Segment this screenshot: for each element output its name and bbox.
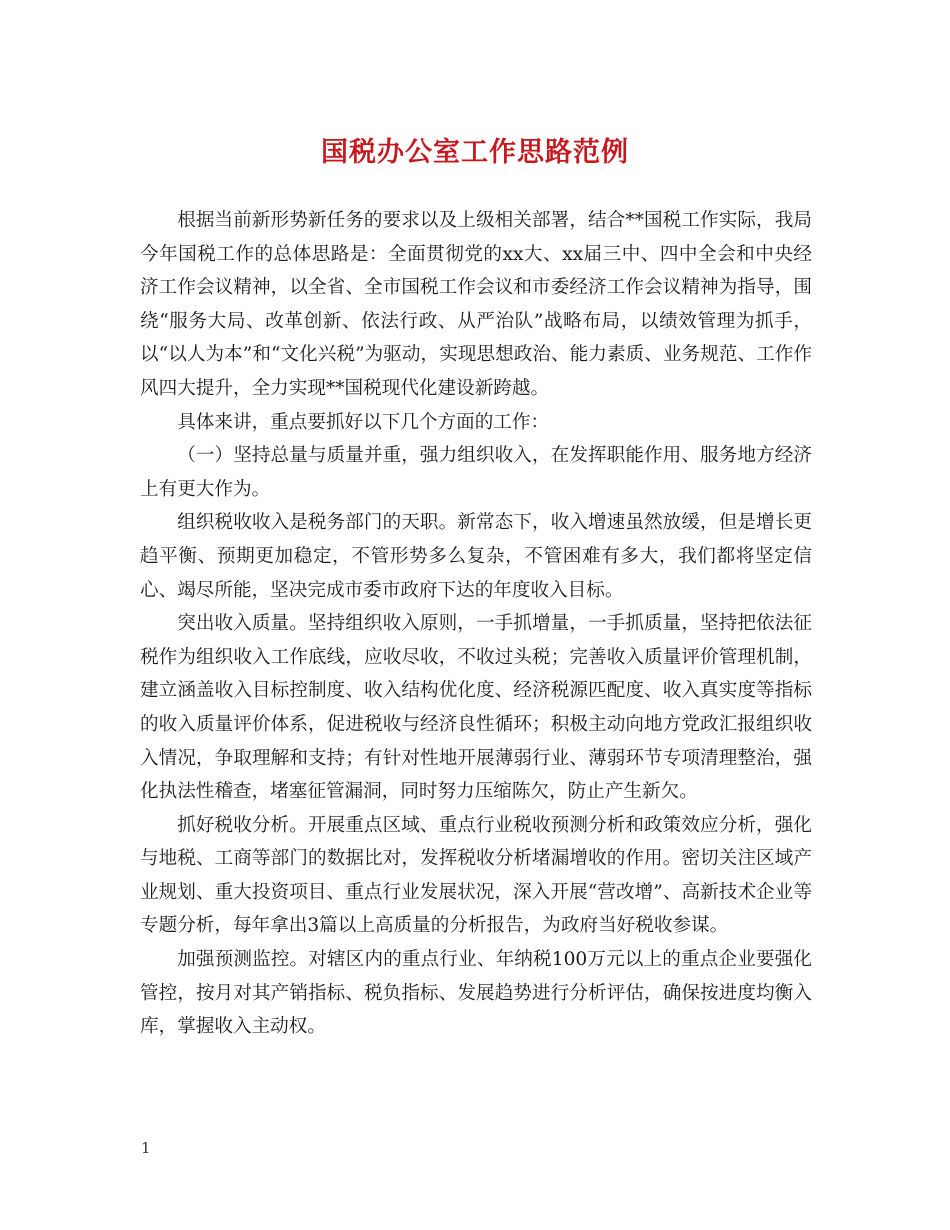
document-body [140, 204, 812, 1044]
paragraph-revenue-quality: 突出收入质量。坚持组织收入原则，一手抓增量，一手抓质量，坚持把依法征税作为组织收入工作底线，应收尽收，不收过头税；完善收入质量评价管理机制，建立涵盖收入目标控制度、收入结构优化度、经济税源匹配度、收入真实度等指标的收入质量评价体系，促进税收与经济良性循环；积极主动向地方党政汇报组织收入情况，争取理解和支持；有针对性地开展薄弱行业、薄弱环节专项清理整治，强化执法性稽查，堵塞征管漏洞，同时努力压缩陈欠，防止产生新欠。 [140, 613, 812, 803]
page-number: 1 [141, 1139, 151, 1157]
document-title: 国税办公室工作思路范例 [321, 137, 629, 168]
paragraph-intro: 根据当前新形势新任务的要求以及上级相关部署，结合**国税工作实际，我局今年国税工作的总体思路是：全面贯彻党的xx大、xx届三中、四中全会和中央经济工作会议精神，以全省、全市国税工作会议和市委经济工作会议精神为指导，围绕“服务大局、改革创新、依法行政、从严治队”战略布局，以绩效管理为抓手，以“以人为本”和“文化兴税”为驱动，实现思想政治、能力素质、业务规范、工作作风四大提升，全力实现**国税现代化建设新跨越。 [140, 210, 812, 399]
paragraph-forecast-monitoring: 加强预测监控。对辖区内的重点行业、年纳税100万元以上的重点企业要强化管控，按月对其产销指标、税负指标、发展趋势进行分析评估，确保按进度均衡入库，掌握收入主动权。 [140, 949, 812, 1038]
paragraph-section-heading-1: （一）坚持总量与质量并重，强力组织收入，在发挥职能作用、服务地方经济上有更大作为。 [140, 445, 812, 500]
paragraph-specifics: 具体来讲，重点要抓好以下几个方面的工作： [177, 411, 550, 433]
paragraph-tax-analysis: 抓好税收分析。开展重点区域、重点行业税收预测分析和政策效应分析，强化与地税、工商等部门的数据比对，发挥税收分析堵漏增收的作用。密切关注区域产业规划、重大投资项目、重点行业发展状况，深入开展“营改增”、高新技术企业等专题分析，每年拿出3篇以上高质量的分析报告，为政府当好税收参谋。 [140, 814, 812, 937]
paragraph-tax-revenue: 组织税收收入是税务部门的天职。新常态下，收入增速虽然放缓，但是增长更趋平衡、预期更加稳定，不管形势多么复杂，不管困难有多大，我们都将坚定信心、竭尽所能，坚决完成市委市政府下达的年度收入目标。 [140, 512, 812, 601]
